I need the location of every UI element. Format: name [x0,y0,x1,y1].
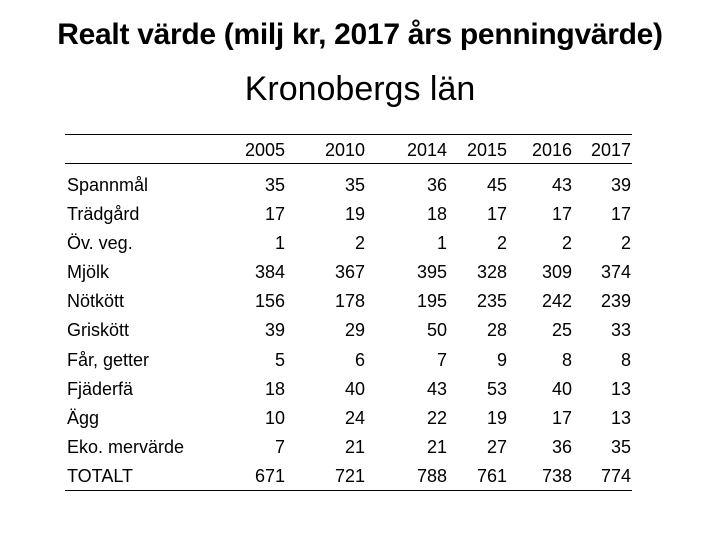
table-row [65,199,632,228]
table-header-row [65,135,632,164]
table-cell: 384 [254,262,285,283]
row-label: Eko. mervärde [67,436,185,457]
row-label: TOTALT [67,465,134,486]
table-cell: 239 [600,291,631,312]
row-label: Öv. veg. [67,233,133,254]
table-cell: 21 [344,436,365,457]
table-cell: 8 [561,349,572,370]
table-row [65,403,632,432]
row-label: Ägg [67,407,100,428]
table-cell: 13 [610,378,631,399]
table-cell: 721 [334,465,365,486]
table-row [65,257,632,286]
table-cell: 788 [416,465,447,486]
table-row [65,345,632,374]
table-cell: 774 [600,465,631,486]
table-cell: 1 [436,233,447,254]
table-cell: 195 [416,291,447,312]
table-cell: 10 [264,407,285,428]
table-cell: 2 [496,233,507,254]
table-cell: 18 [426,204,447,225]
table-cell: 8 [620,349,631,370]
row-label: Får, getter [67,349,150,370]
row-label: Spannmål [67,175,149,195]
row-label: Fjäderfä [67,378,134,399]
table-cell: 17 [264,204,285,225]
table-cell: 7 [274,436,285,457]
table-cell: 156 [254,291,285,312]
table-cell: 5 [274,349,285,370]
table-cell: 242 [541,291,572,312]
table-cell: 40 [344,378,365,399]
table-cell: 25 [551,320,572,341]
column-header-2005: 2005 [244,140,285,160]
data-table [65,134,632,491]
page-title: Realt värde (milj kr, 2017 års penningvärde) [57,18,663,51]
table-cell: 53 [486,378,507,399]
table-cell: 22 [426,407,447,428]
table-cell: 19 [486,407,507,428]
table-cell: 374 [600,262,631,283]
table-row [65,170,632,199]
table-cell: 24 [344,407,365,428]
table-cell: 18 [264,378,285,399]
column-header-2017: 2017 [590,140,631,160]
table-cell: 17 [486,204,507,225]
table-cell: 13 [610,407,631,428]
table-row [65,432,632,461]
row-label: Griskött [67,320,130,341]
table-cell: 17 [551,204,572,225]
row-label: Nötkött [67,291,125,312]
table-cell: 33 [610,320,631,341]
row-label: Mjölk [67,262,110,283]
table-cell: 35 [610,436,631,457]
table-cell: 36 [551,436,572,457]
table-cell: 328 [476,262,507,283]
table-cell: 36 [426,175,447,195]
table-cell: 43 [426,378,447,399]
table-cell: 17 [610,204,631,225]
table-cell: 761 [476,465,507,486]
table-cell: 367 [334,262,365,283]
table-cell: 43 [551,175,572,195]
table-row [65,286,632,315]
table-body [65,164,632,490]
table-row [65,228,632,257]
row-label: Trädgård [67,204,140,225]
table-cell: 738 [541,465,572,486]
table-cell: 2 [561,233,572,254]
table-cell: 27 [486,436,507,457]
table-cell: 235 [476,291,507,312]
table-cell: 29 [344,320,365,341]
table-cell: 309 [541,262,572,283]
table-cell: 39 [264,320,285,341]
column-header-2010: 2010 [324,140,365,160]
column-header-2015: 2015 [466,140,507,160]
table-cell: 395 [416,262,447,283]
column-header-2016: 2016 [531,140,572,160]
table-cell: 671 [254,465,285,486]
table-cell: 2 [620,233,631,254]
table-cell: 1 [274,233,285,254]
table-cell: 39 [610,175,631,195]
table-cell: 40 [551,378,572,399]
table-cell: 178 [334,291,365,312]
table-cell: 7 [436,349,447,370]
table-row [65,315,632,344]
table-cell: 35 [344,175,365,195]
table-row [65,461,632,490]
column-header-2014: 2014 [406,140,447,160]
table-cell: 17 [551,407,572,428]
page-subtitle: Kronobergs län [244,70,476,108]
table-row [65,374,632,403]
table-cell: 21 [426,436,447,457]
table-cell: 2 [354,233,365,254]
table-cell: 9 [496,349,507,370]
table-cell: 19 [344,204,365,225]
table-cell: 45 [486,175,507,195]
table-cell: 6 [354,349,365,370]
table-cell: 35 [264,175,285,195]
table-cell: 28 [486,320,507,341]
table-cell: 50 [426,320,447,341]
